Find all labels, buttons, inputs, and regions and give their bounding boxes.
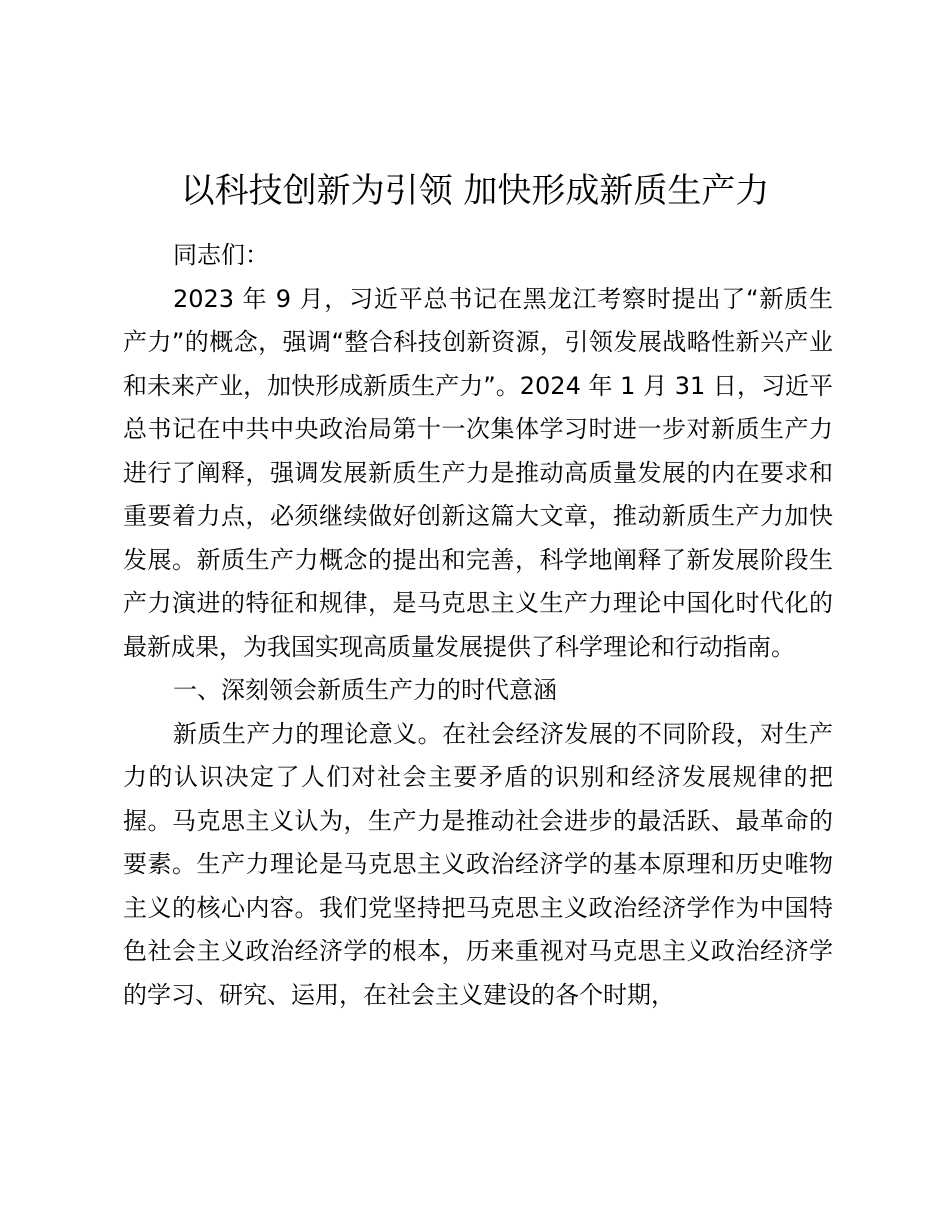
document-body	[123, 234, 833, 1017]
body-paragraph: 2023 年 9 月，习近平总书记在黑龙江考察时提出了“新质生产力”的概念，强调“整合科技创新资源，引领发展战略性新兴产业和未来产业，加快形成新质生产力”。2024 年 1 月 31 日，习近平总书记在中共中央政治局第十一次集体学习时进一步对新质生产力进行了阐释，强调发展新质生产力是推动高质量发展的内在要求和重要着力点，必须继续做好创新这篇大文章，推动新质生产力加快发展。新质生产力概念的提出和完善，科学地阐释了新发展阶段生产力演进的特征和规律，是马克思主义生产力理论中国化时代化的最新成果，为我国实现高质量发展提供了科学理论和行动指南。	[123, 284, 833, 661]
document-title: 以科技创新为引领 加快形成新质生产力	[180, 171, 770, 211]
section-paragraph: 新质生产力的理论意义。在社会经济发展的不同阶段，对生产力的认识决定了人们对社会主要矛盾的识别和经济发展规律的把握。马克思主义认为，生产力是推动社会进步的最活跃、最革命的要素。生产力理论是马克思主义政治经济学的基本原理和历史唯物主义的核心内容。我们党坚持把马克思主义政治经济学作为中国特色社会主义政治经济学的根本，历来重视对马克思主义政治经济学的学习、研究、运用，在社会主义建设的各个时期，	[123, 719, 833, 1009]
section-heading: 一、深刻领会新质生产力的时代意涵	[173, 676, 557, 704]
salutation: 同志们：	[173, 241, 269, 269]
